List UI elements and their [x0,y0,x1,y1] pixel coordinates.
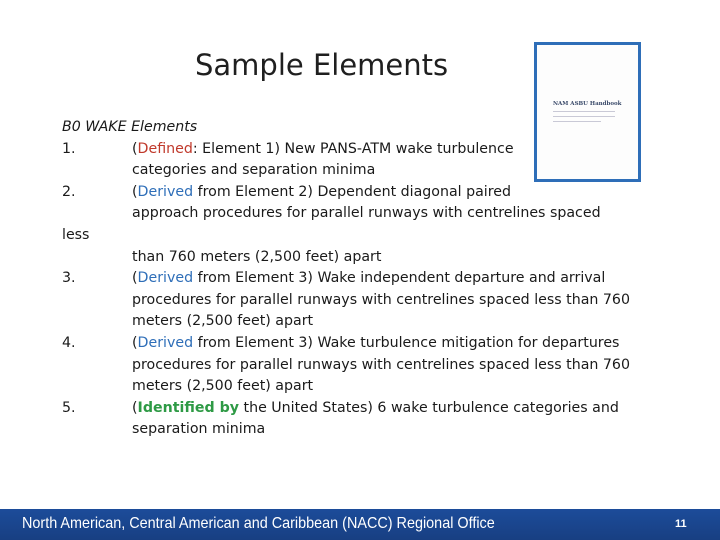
tag-derived: Derived [137,183,194,200]
cover-line [553,111,615,112]
document-cover-title: NAM ASBU Handbook [553,101,622,107]
tag-derived: Derived [137,334,194,351]
item-text-cont: procedures for parallel runways with centrelines spaced less than 760 [132,291,630,308]
item-text: the United States) 6 wake turbulence categories and [239,399,619,416]
tag-identified: Identified by [137,399,239,416]
tag-derived: Derived [137,270,194,287]
list-item [62,333,662,398]
item-text: from Element 3) Wake turbulence mitigation for departures [193,334,620,351]
list-item [62,268,662,333]
page-number: 11 [675,518,687,530]
item-text-cont: meters (2,500 feet) apart [132,313,314,330]
list-item [62,182,662,268]
item-prefix: ( [132,140,138,157]
item-text-cont: meters (2,500 feet) apart [132,378,314,395]
item-prefix: ( [132,334,138,351]
item-text: from Element 3) Wake independent departure and arrival [193,270,606,287]
item-text-cont: than 760 meters (2,500 feet) apart [132,248,382,265]
section-heading-row [62,117,662,139]
footer-office-name: North American, Central American and Caribbean (NACC) Regional Office [22,515,495,532]
item-text: : Element 1) New PANS-ATM wake turbulence [192,140,514,157]
item-text-cont: procedures for parallel runways with centrelines spaced less than 760 [132,356,630,373]
element-list [62,117,662,441]
item-text: from Element 2) Dependent diagonal paired [193,183,512,200]
item-text-cont: approach procedures for parallel runways with centrelines spaced [132,205,601,222]
item-prefix: ( [132,399,138,416]
item-number: 5. [62,399,76,416]
item-text-cont: categories and separation minima [132,162,376,179]
list-item [62,139,662,182]
item-number: 1. [62,140,76,157]
list-item [62,398,662,441]
footer-bar [0,509,720,540]
slide-title: Sample Elements [195,48,449,82]
item-number: 2. [62,183,76,200]
item-prefix: ( [132,270,138,287]
item-number: 3. [62,270,76,287]
item-number: 4. [62,334,76,351]
tag-defined: Defined [137,140,193,157]
overflow-word: less [62,226,90,243]
item-text-cont: separation minima [132,421,266,438]
section-heading: B0 WAKE Elements [62,119,198,135]
item-prefix: ( [132,183,138,200]
